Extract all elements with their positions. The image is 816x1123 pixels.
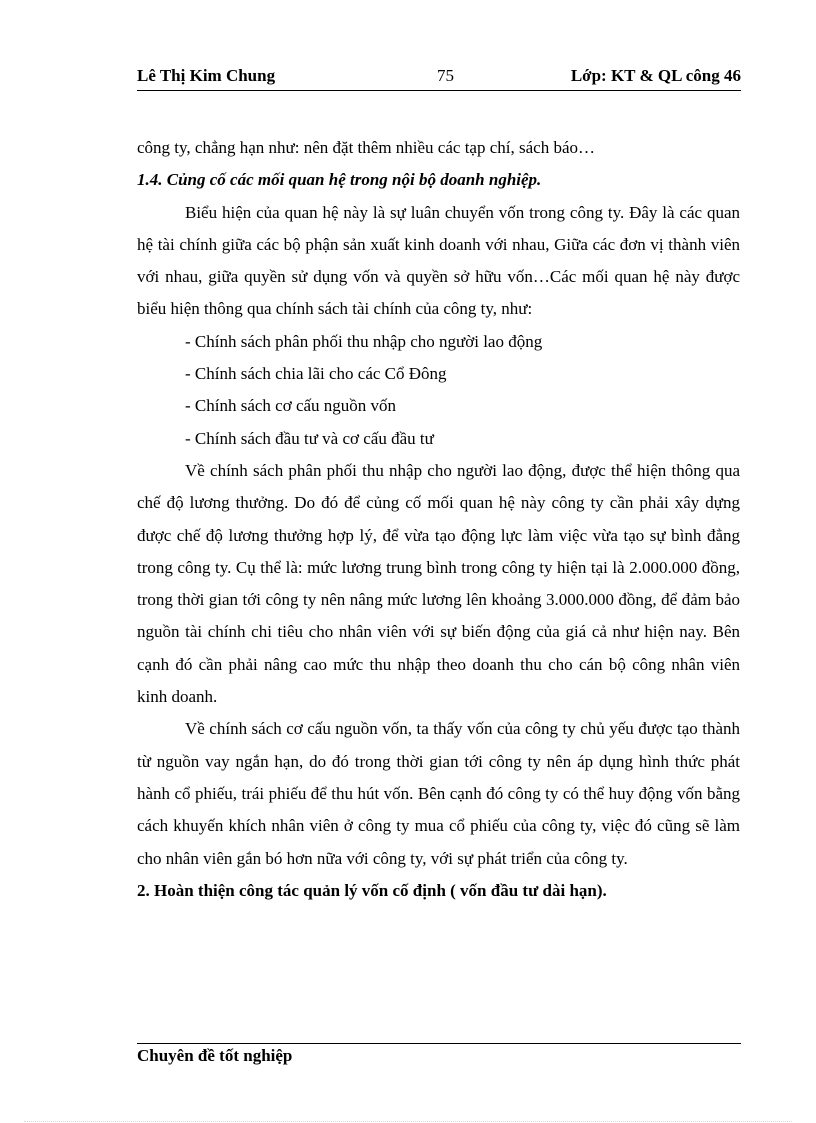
paragraph-income-policy: Về chính sách phân phối thu nhập cho người lao động, được thể hiện thông qua chế độ lương thưởng. Do đó để củng cố mối quan hệ này công ty cần phải xây dựng được chế độ lương thưởng hợp lý, để vừa tạo động lực làm việc vừa tạo sự bình đẳng trong công ty. Cụ thể là: mức lương trung bình trong công ty hiện tại là 2.000.000 đồng, trong thời gian tới công ty nên nâng mức lương lên khoảng 3.000.000 đồng, để đảm bảo nguồn tài chính chi tiêu cho nhân viên với sự biến động của giá cả như hiện nay. Bên cạnh đó cần phải nâng cao mức thu nhập theo doanh thu cho cán bộ công nhân viên kinh doanh. xyxy=(137,460,740,707)
list-item: - Chính sách chia lãi cho các Cổ Đông xyxy=(185,364,447,384)
paragraph-continuation: công ty, chẳng hạn như: nên đặt thêm nhiều các tạp chí, sách báo… xyxy=(137,138,595,157)
footer-label: Chuyên đề tốt nghiệp xyxy=(137,1046,293,1065)
page-header xyxy=(137,62,741,91)
section-heading-2: 2. Hoàn thiện công tác quản lý vốn cố định ( vốn đầu tư dài hạn). xyxy=(137,880,607,900)
list-item: - Chính sách cơ cấu nguồn vốn xyxy=(185,396,397,416)
page-edge-divider xyxy=(24,1121,792,1122)
header-page-number: 75 xyxy=(437,66,454,85)
paragraph-capital-structure: Về chính sách cơ cấu nguồn vốn, ta thấy vốn của công ty chủ yếu được tạo thành từ nguồn vay ngắn hạn, do đó trong thời gian tới công ty nên áp dụng hình thức phát hành cổ phiếu, trái phiếu để thu hút vốn. Bên cạnh đó công ty có thể huy động vốn bằng cách khuyến khích nhân viên ở công ty mua cổ phiếu của công ty, việc đó cũng sẽ làm cho nhân viên gắn bó hơn nữa với công ty, với sự phát triển của công ty. xyxy=(137,719,740,868)
header-author: Lê Thị Kim Chung xyxy=(137,66,276,85)
section-heading-1-4: 1.4. Củng cố các mối quan hệ trong nội bộ doanh nghiệp. xyxy=(137,170,542,190)
paragraph-relations: Biểu hiện của quan hệ này là sự luân chuyển vốn trong công ty. Đây là các quan hệ tài chính giữa các bộ phận sản xuất kinh doanh với nhau, Giữa các đơn vị thành viên với nhau, giữa quyền sử dụng vốn và quyền sở hữu vốn…Các mối quan hệ này được biểu hiện thông qua chính sách tài chính của công ty, như: xyxy=(137,202,740,319)
footer-divider xyxy=(137,1043,741,1044)
document-body xyxy=(137,132,740,907)
header-class: Lớp: KT & QL công 46 xyxy=(570,66,741,85)
list-item: - Chính sách đầu tư và cơ cấu đầu tư xyxy=(185,428,434,448)
list-item: - Chính sách phân phối thu nhập cho người lao động xyxy=(185,331,543,351)
